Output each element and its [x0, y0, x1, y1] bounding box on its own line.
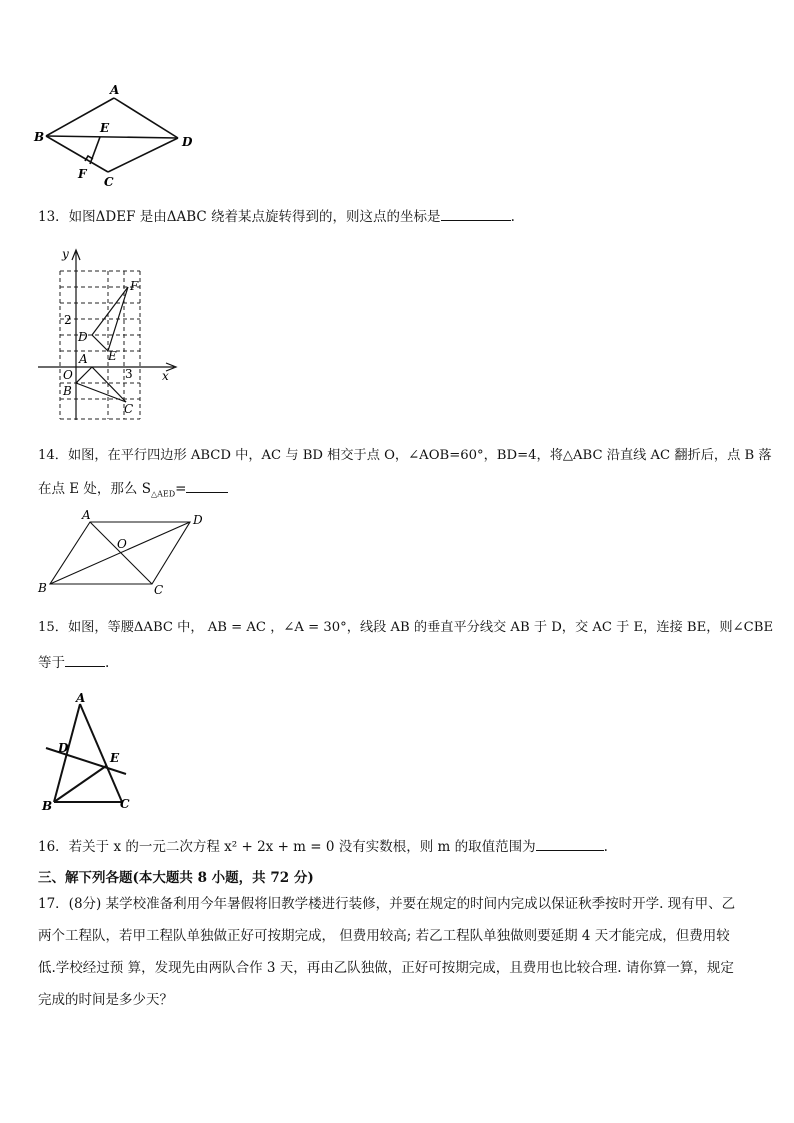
question-13-tail: .: [510, 209, 515, 225]
tick-label-3: 3: [125, 367, 133, 381]
parallelogram-figure: [30, 508, 220, 596]
question-15-line-2-text: 等于: [38, 655, 65, 671]
answer-blank-14[interactable]: [186, 478, 228, 493]
label-d: D: [182, 135, 193, 149]
origin-label: O: [63, 368, 73, 382]
grid-label-c: C: [124, 402, 134, 416]
label-a: A: [110, 83, 120, 97]
label-e: E: [100, 121, 110, 135]
question-16: [38, 836, 608, 857]
area-subscript: △AED: [150, 489, 176, 499]
grid-label-a: A: [79, 352, 88, 366]
question-14-line-2-text: 在点 E 处，那么 S: [38, 481, 151, 497]
para-label-o: O: [117, 537, 127, 551]
label-b: B: [34, 130, 45, 144]
para-label-a: A: [82, 508, 91, 522]
question-17-line-4: 完成的时间是多少天？: [38, 992, 173, 1008]
para-label-b: B: [38, 581, 47, 595]
tri-label-d: D: [58, 741, 69, 755]
grid-label-b: B: [63, 384, 72, 398]
question-14-line-2: [38, 478, 228, 505]
question-17-line-2: 两个工程队，若甲工程队单独做正好可按期完成， 但费用较高; 若乙工程队单独做则要延期 4 天才能完成，但费用较: [38, 928, 730, 944]
grid-label-d: D: [78, 330, 88, 344]
question-17-line-1: 17．(8分) 某学校准备利用今年暑假将旧教学楼进行装修，并要在规定的时间内完成以保证秋季按时开学. 现有甲、乙: [38, 896, 736, 912]
grid-label-e: E: [108, 349, 117, 363]
question-13: [38, 206, 515, 227]
question-17-line-3: 低.学校经过预 算，发现先由两队合作 3 天，再由乙队独做，正好可按期完成，且费用也比较合理. 请你算一算，规定: [38, 960, 734, 976]
axis-label-x: x: [162, 369, 169, 383]
tri-label-e: E: [110, 751, 120, 765]
question-14-line-1: 14．如图，在平行四边形 ABCD 中，AC 与 BD 相交于点 O，∠AOB=60°，BD=4，将△ABC 沿直线 AC 翻折后，点 B 落: [38, 448, 772, 463]
coordinate-grid-figure: [34, 238, 184, 423]
question-14-equals: =: [175, 481, 187, 497]
section-3-heading: 三、解下列各题(本大题共 8 小题，共 72 分): [38, 870, 314, 886]
tick-label-2: 2: [64, 313, 72, 327]
question-16-text: 16．若关于 x 的一元二次方程 x² + 2x + m = 0 没有实数根，则 m 的取值范围为: [38, 839, 536, 855]
para-label-d: D: [193, 513, 203, 527]
question-15-line-2: [38, 652, 109, 673]
question-13-text: 13．如图ΔDEF 是由ΔABC 绕着某点旋转得到的，则这点的坐标是: [38, 209, 441, 225]
question-16-tail: .: [603, 839, 608, 855]
answer-blank-13[interactable]: [441, 206, 511, 221]
question-15-tail: .: [105, 655, 110, 671]
tri-label-b: B: [42, 799, 53, 813]
answer-blank-15[interactable]: [65, 652, 105, 667]
rhombus-figure: [30, 80, 205, 190]
question-15-line-1: 15．如图，等腰ΔABC 中， AB = AC ，∠A = 30°，线段 AB 的垂直平分线交 AB 于 D，交 AC 于 E，连接 BE，则∠CBE: [38, 620, 774, 635]
answer-blank-16[interactable]: [536, 836, 604, 851]
triangle-figure: [36, 690, 146, 815]
axis-label-y: y: [62, 247, 69, 261]
label-f: F: [78, 167, 87, 181]
tri-label-a: A: [76, 691, 86, 705]
tri-label-c: C: [120, 797, 130, 811]
label-c: C: [104, 175, 114, 189]
grid-label-f: F: [130, 279, 139, 293]
para-label-c: C: [154, 583, 164, 596]
